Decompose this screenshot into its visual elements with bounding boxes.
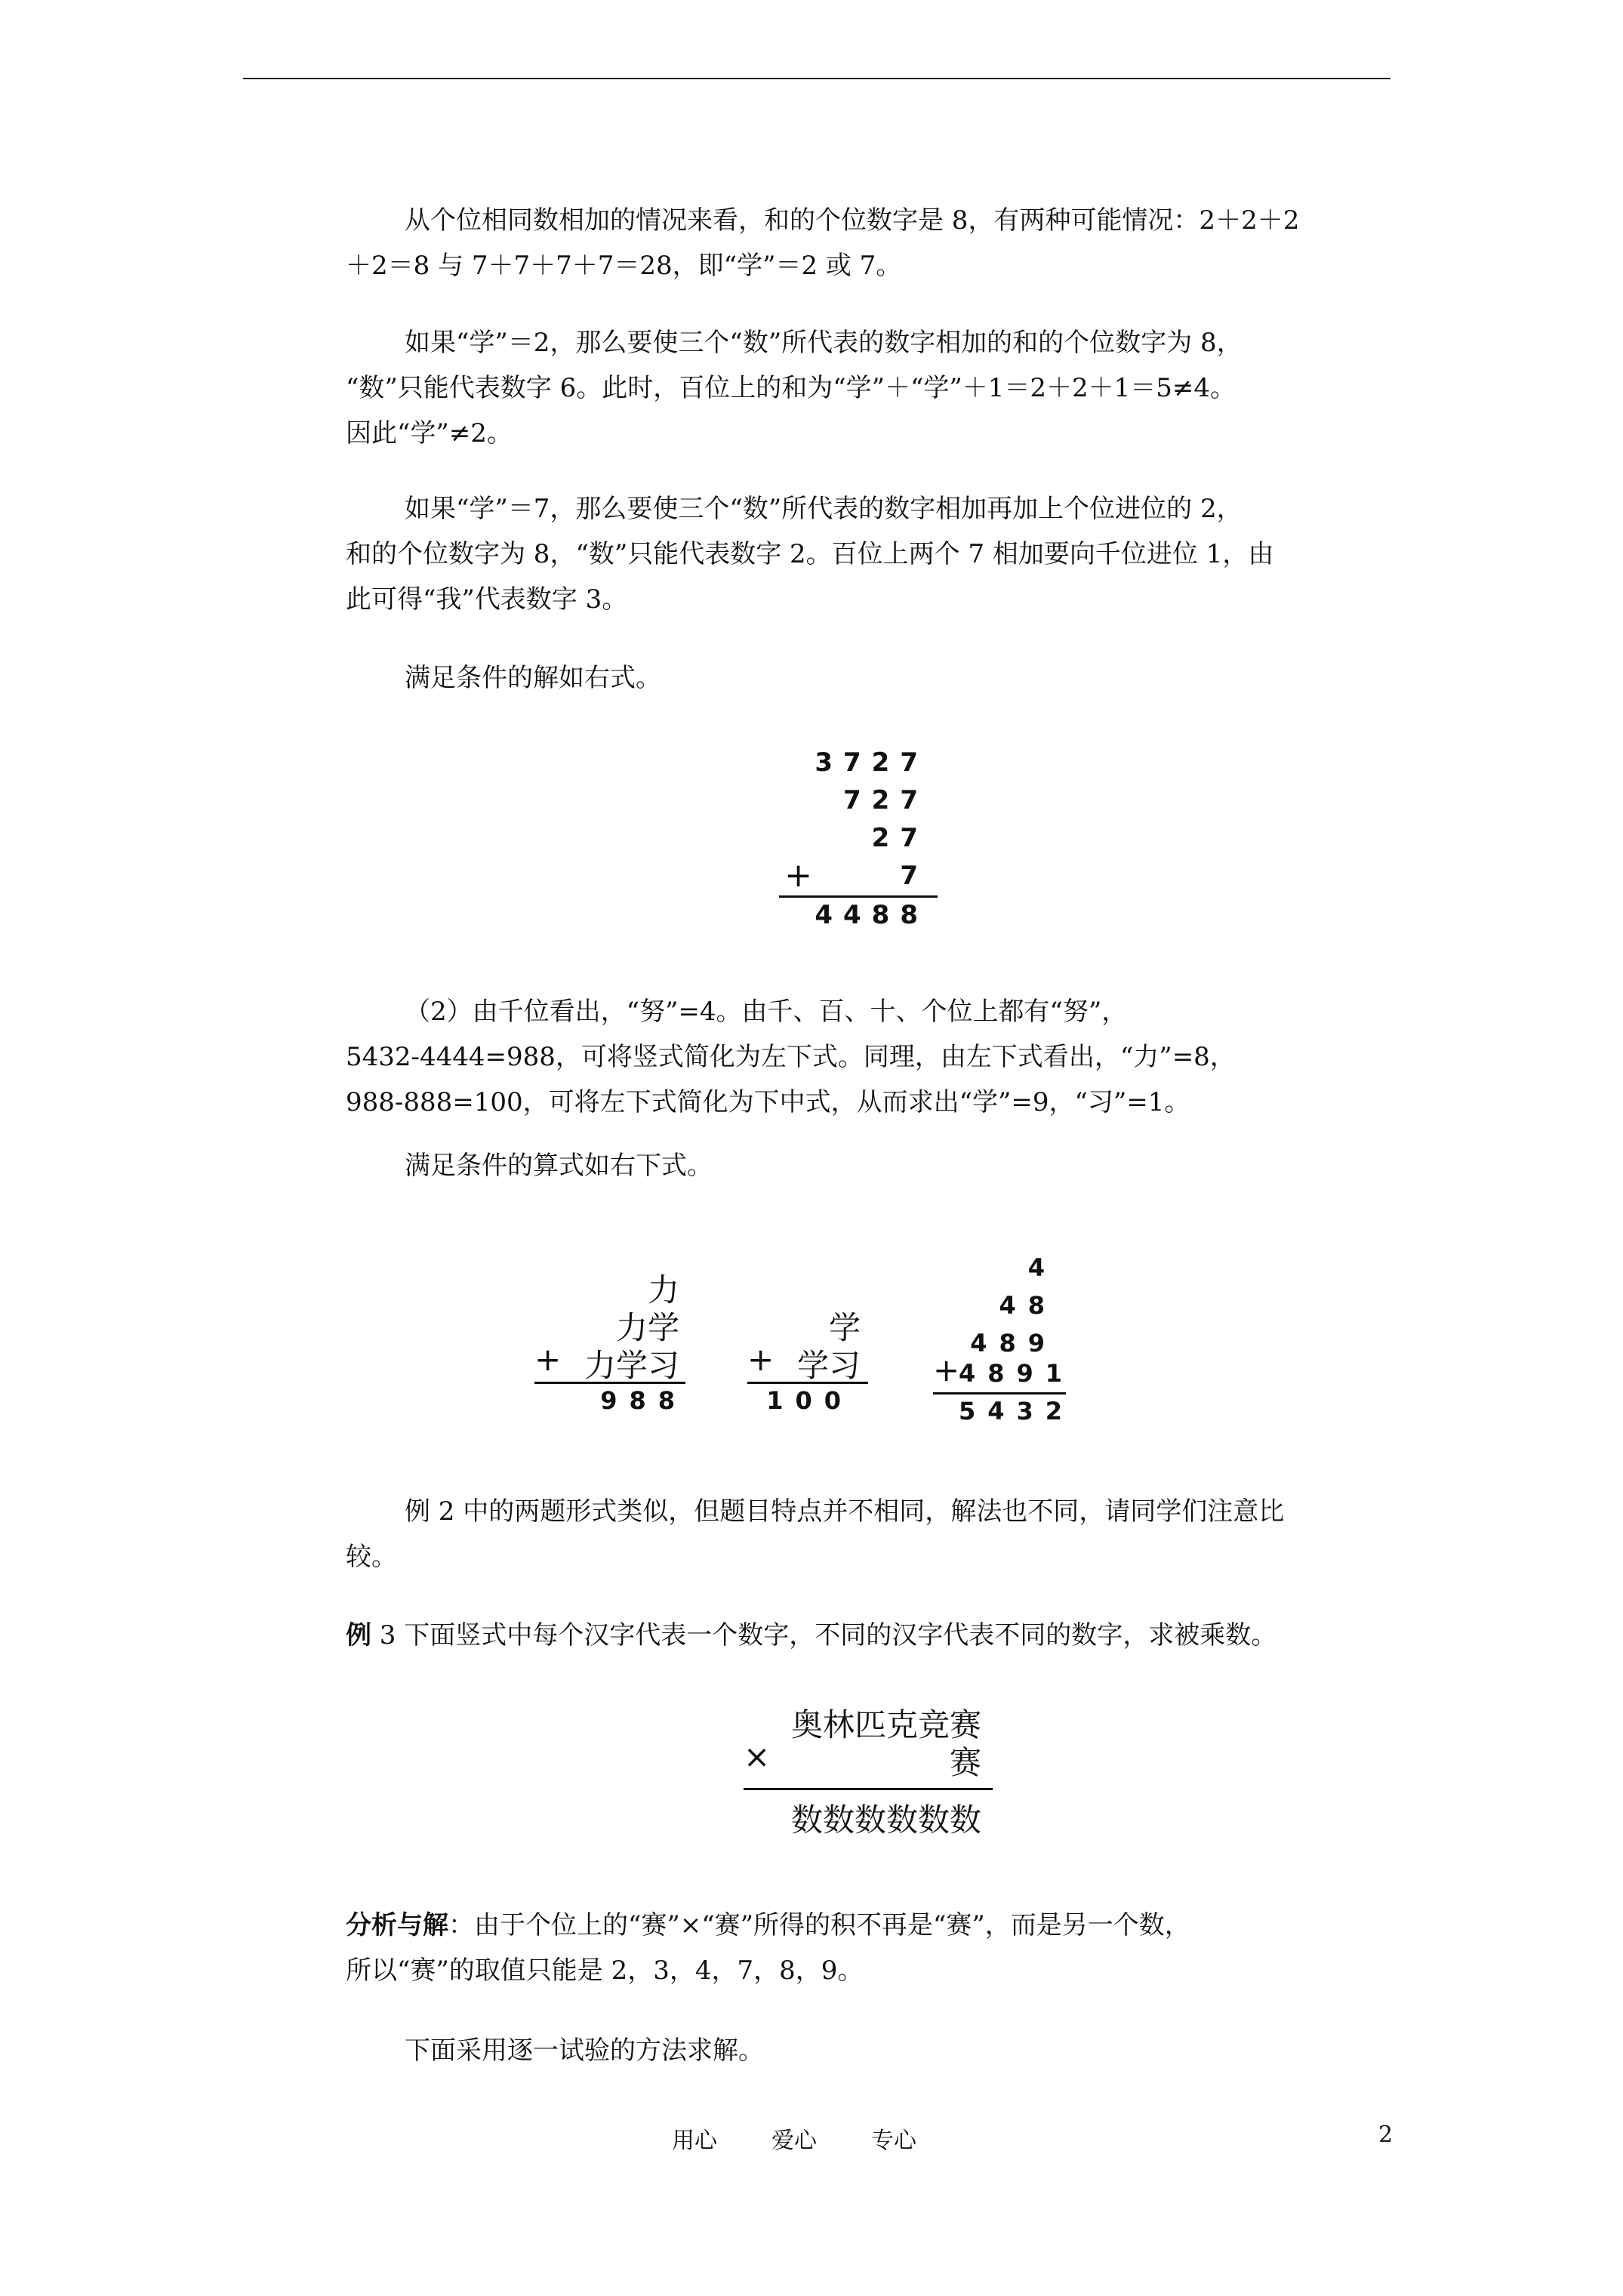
paragraph-8 (346, 1613, 1387, 1658)
addend-row-1: 3727 (815, 747, 929, 778)
example-text: 3 下面竖式中每个汉字代表一个数字，不同的汉字代表不同的数字，求被乘数。 (371, 1620, 1277, 1650)
eqC-row-3: 489 (970, 1329, 1057, 1358)
eqB-plus: + (747, 1341, 775, 1378)
eqB-line (747, 1382, 868, 1384)
paragraph-6: 满足条件的算式如右下式。 (405, 1151, 713, 1181)
eqA-row-2: 力学 (615, 1309, 679, 1346)
eqC-sum: 5432 (959, 1397, 1075, 1425)
paragraph-9 (346, 1903, 1387, 1993)
analysis-label: 分析与解 (346, 1910, 448, 1940)
sum-line (779, 895, 938, 898)
footer-motto-2: 爱心 (771, 2128, 817, 2154)
eqC-row-1: 4 (1027, 1253, 1057, 1282)
addend-row-4: 7 (900, 861, 929, 891)
sum-row: 4488 (815, 900, 929, 930)
addend-row-2: 727 (843, 785, 929, 815)
eqC-row-2: 48 (999, 1291, 1057, 1320)
eqB-row-1: 学 (828, 1309, 861, 1346)
eqA-line (534, 1382, 685, 1384)
eqA-plus: + (534, 1341, 562, 1378)
paragraph-10: 下面采用逐一试验的方法求解。 (405, 2036, 764, 2066)
eqA-row-3: 力学习 (584, 1347, 679, 1384)
example-label: 例 (346, 1620, 371, 1650)
eqB-sum: 100 (766, 1386, 853, 1415)
eqC-plus: + (933, 1351, 960, 1388)
paragraph-3: 如果“学”＝7，那么要使三个“数”所代表的数字相加再加上个位进位的 2， 和的个位数字为 8，“数”只能代表数字 2。百位上两个 7 相加要向千位进位 1，由 此可得“我”代表数字 3。 (346, 494, 1274, 615)
eqA-row-1: 力 (647, 1271, 679, 1308)
multiplicand: 奥林匹克竞赛 (790, 1706, 981, 1743)
eqC-row-4: 4891 (959, 1359, 1075, 1388)
paragraph-4: 满足条件的解如右式。 (405, 663, 661, 693)
eqC-line (933, 1392, 1066, 1395)
product-line (744, 1788, 993, 1790)
plus-sign: + (784, 856, 812, 895)
paragraph-7: 例 2 中的两题形式类似，但题目特点并不相同，解法也不同，请同学们注意比 较。 (346, 1496, 1285, 1572)
paragraph-1: 从个位相同数相加的情况来看，和的个位数字是 8，有两种可能情况：2＋2＋2 ＋2＝8 与 7＋7＋7＋7＝28，即“学”＝2 或 7。 (346, 205, 1300, 281)
analysis-text: ：由于个位上的“赛”×“赛”所得的积不再是“赛”，而是另一个数， 所以“赛”的取值只能是 2，3，4，7，8，9。 (346, 1910, 1190, 1986)
addend-row-3: 27 (871, 823, 929, 853)
footer-motto-1: 用心 (672, 2128, 717, 2154)
eqB-row-2: 学习 (796, 1347, 861, 1384)
eqA-sum: 988 (600, 1386, 687, 1415)
multiplier: 赛 (949, 1744, 981, 1781)
paragraph-5: （2）由千位看出，“努”=4。由千、百、十、个位上都有“努”， 5432-4444=988，可将竖式简化为左下式。同理，由左下式看出，“力”=8， 988-888=100，可将左下式简化为下中式，从而求出“学”=9，“习”=1。 (346, 997, 1236, 1117)
product: 数数数数数数 (790, 1801, 981, 1838)
paragraph-2: 如果“学”＝2，那么要使三个“数”所代表的数字相加的和的个位数字为 8， “数”只能代表数字 6。此时，百位上的和为“学”＋“学”＋1＝2＋2＋1＝5≠4。 因此“学”≠2。 (346, 328, 1243, 448)
footer-motto-3: 专心 (871, 2128, 916, 2154)
times-sign: × (744, 1738, 771, 1775)
page-number: 2 (1378, 2122, 1394, 2148)
header-rule (243, 78, 1390, 79)
